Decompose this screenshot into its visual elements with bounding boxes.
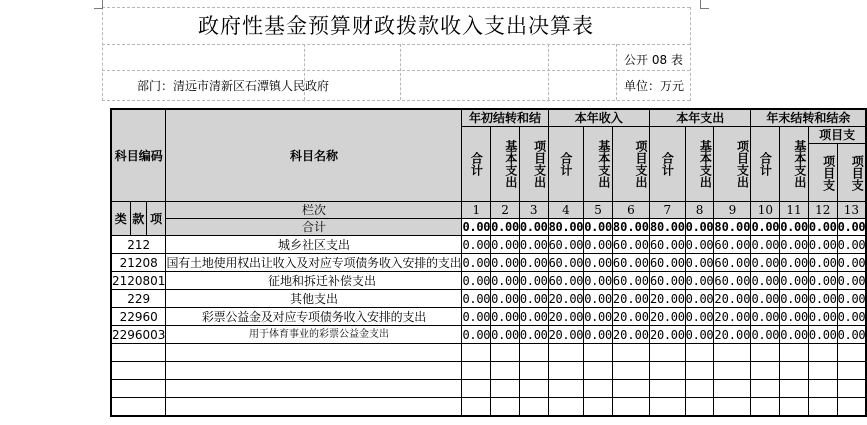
row-cell: 0.00: [780, 291, 808, 306]
header-g1-project: 项目支出: [519, 127, 548, 202]
row-cell: 20.00: [612, 327, 650, 342]
row-cell: 0.00: [751, 255, 780, 270]
row-cell: 0.00: [584, 309, 612, 324]
colnum-cell: 5: [584, 202, 613, 219]
row-cell: 0.00: [751, 237, 780, 252]
row-name: 用于体育事业的彩票公益金支出: [166, 326, 462, 344]
header-g3-basic: 基本支出: [685, 127, 714, 202]
sum-cell: 0.00: [462, 220, 491, 234]
header-g4-basic: 基本支出: [780, 127, 809, 202]
row-cell: 0.00: [584, 273, 612, 288]
row-cell: 60.00: [548, 237, 584, 252]
header-g3-project: 项目支出: [714, 127, 751, 202]
row-cell: 0.00: [519, 237, 548, 252]
row-cell: 0.00: [462, 327, 491, 342]
colnum-cell: 1: [462, 202, 491, 219]
header-g4-project-b: 项目支: [837, 144, 866, 202]
table-row: [111, 326, 866, 344]
row-cell: 60.00: [714, 273, 751, 288]
sum-cell: 80.00: [548, 220, 584, 234]
row-cell: 0.00: [751, 291, 780, 306]
row-name: 国有土地使用权出让收入及对应专项债务收入安排的支出: [166, 255, 462, 270]
row-cell: 0.00: [808, 291, 837, 306]
header-g1-total: 合计: [462, 127, 491, 202]
row-cell: 0.00: [808, 309, 837, 324]
row-cell: 0.00: [808, 255, 837, 270]
sum-cell: 80.00: [612, 220, 650, 234]
row-cell: 60.00: [548, 255, 584, 270]
colnum-label: 栏次: [166, 202, 462, 219]
row-code: 2120801: [112, 273, 166, 288]
sum-cell: 80.00: [714, 220, 751, 234]
table-row: [111, 290, 866, 308]
guide-mid-2: [616, 44, 617, 100]
header-g2-total: 合计: [548, 127, 584, 202]
guide-title-bottom: [102, 44, 690, 45]
sum-cell: 0.00: [685, 220, 714, 234]
row-code: 229: [111, 290, 166, 308]
sum-cell: 0.00: [519, 220, 548, 234]
header-opening-balance: 年初结转和结: [462, 109, 548, 127]
row-cell: 20.00: [714, 327, 751, 342]
row-cell: 0.00: [584, 255, 612, 270]
row-cell: 60.00: [548, 273, 584, 288]
colnum-cell: 13: [837, 202, 866, 219]
row-cell: 0.00: [837, 237, 866, 252]
empty-row: [111, 344, 866, 362]
row-name: 其他支出: [166, 290, 462, 308]
row-code: 212: [111, 236, 166, 254]
sum-cell: 0.00: [837, 220, 866, 234]
row-cell: 0.00: [751, 273, 780, 288]
table-row: [111, 236, 866, 254]
header-kuan: 款: [130, 202, 146, 236]
row-cell: 0.00: [491, 273, 519, 288]
sum-cell: 0.00: [780, 220, 808, 234]
row-code: 2296003: [112, 327, 166, 342]
guide-mid-4: [400, 44, 401, 100]
row-cell: 0.00: [808, 237, 837, 252]
row-cell: 0.00: [780, 237, 808, 252]
header-xiang: 项: [146, 202, 166, 236]
row-cell: 60.00: [612, 255, 650, 270]
row-cell: 0.00: [780, 273, 808, 288]
header-year-expense: 本年支出: [650, 109, 751, 127]
header-g3-total: 合计: [650, 127, 686, 202]
colnum-cell: 2: [491, 202, 520, 219]
table-row: [111, 272, 866, 290]
budget-table: [110, 108, 867, 417]
sum-cell: 0.00: [751, 220, 780, 234]
row-cell: 60.00: [650, 237, 685, 252]
row-cell: 20.00: [714, 291, 751, 306]
sum-label: 合计: [166, 219, 462, 236]
guide-mid-1: [548, 44, 549, 100]
row-name: 城乡社区支出: [166, 236, 462, 254]
row-cell: 60.00: [714, 237, 751, 252]
row-name: 征地和拆迁补偿支出: [166, 272, 462, 290]
sum-cell: 80.00: [650, 220, 685, 234]
row-cell: 0.00: [837, 255, 866, 270]
empty-row: [111, 380, 866, 398]
table-row: [111, 308, 866, 326]
row-cell: 0.00: [837, 327, 866, 342]
row-cell: 0.00: [462, 273, 491, 288]
report-title: 政府性基金预算财政拨款收入支出决算表: [198, 14, 594, 38]
row-cell: 0.00: [780, 309, 808, 324]
row-cell: 60.00: [612, 237, 650, 252]
row-code: 21208: [111, 254, 166, 272]
row-cell: 0.00: [584, 237, 612, 252]
row-cell: 0.00: [751, 309, 780, 324]
row-cell: 20.00: [612, 291, 650, 306]
row-cell: 0.00: [491, 309, 519, 324]
row-cell: 0.00: [491, 255, 519, 270]
row-cell: 20.00: [650, 327, 685, 342]
row-cell: 0.00: [837, 309, 866, 324]
row-cell: 0.00: [462, 255, 491, 270]
empty-row: [111, 398, 866, 416]
header-g2-basic: 基本支出: [584, 127, 613, 202]
colnum-cell: 7: [650, 202, 686, 219]
empty-row: [111, 362, 866, 380]
colnum-cell: 4: [548, 202, 584, 219]
row-cell: 0.00: [519, 291, 548, 306]
colnum-cell: 12: [808, 202, 837, 219]
colnum-cell: 3: [519, 202, 548, 219]
form-number: 公开 08 表: [624, 53, 683, 67]
sum-cell: 0.00: [584, 220, 612, 234]
corner-mark: [700, 0, 709, 9]
row-cell: 20.00: [650, 309, 685, 324]
colnum-cell: 6: [612, 202, 649, 219]
table-row: [111, 254, 866, 272]
row-cell: 60.00: [650, 255, 685, 270]
row-cell: 0.00: [685, 309, 714, 324]
unit-label: 单位：万元: [624, 79, 685, 93]
colnum-cell: 10: [751, 202, 780, 219]
row-cell: 20.00: [548, 327, 584, 342]
header-subject-name: 科目名称: [166, 109, 462, 202]
row-cell: 0.00: [519, 327, 548, 342]
row-cell: 0.00: [780, 255, 808, 270]
row-cell: 0.00: [491, 291, 519, 306]
row-cell: 0.00: [519, 309, 548, 324]
row-cell: 20.00: [650, 291, 685, 306]
guide-dept-bottom: [102, 100, 690, 101]
header-g4-project-group: 项目支: [808, 127, 866, 144]
row-cell: 0.00: [519, 273, 548, 288]
row-cell: 0.00: [780, 327, 808, 342]
row-cell: 0.00: [808, 273, 837, 288]
sum-cell: 0.00: [808, 220, 837, 234]
row-cell: 0.00: [491, 237, 519, 252]
header-g4-project-a: 项目支: [808, 144, 837, 202]
header-lei: 类: [111, 202, 130, 236]
row-cell: 0.00: [808, 327, 837, 342]
row-cell: 20.00: [548, 291, 584, 306]
guide-right: [690, 7, 691, 101]
header-year-income: 本年收入: [548, 109, 649, 127]
row-cell: 20.00: [612, 309, 650, 324]
header-closing-balance: 年末结转和结余: [751, 109, 866, 127]
department-label: 部门：清远市清新区石潭镇人民政府: [137, 79, 330, 93]
row-cell: 0.00: [685, 327, 714, 342]
row-cell: 0.00: [519, 255, 548, 270]
header-subject-code: 科目编码: [111, 109, 166, 202]
row-cell: 0.00: [462, 237, 491, 252]
header-g2-project: 项目支出: [612, 127, 649, 202]
row-cell: 20.00: [714, 309, 751, 324]
row-code: 22960: [111, 308, 166, 326]
row-cell: 0.00: [462, 309, 491, 324]
row-cell: 60.00: [612, 273, 650, 288]
row-name: 彩票公益金及对应专项债务收入安排的支出: [166, 308, 462, 326]
row-cell: 0.00: [685, 291, 714, 306]
row-cell: 0.00: [685, 255, 714, 270]
row-cell: 20.00: [548, 309, 584, 324]
row-cell: 0.00: [837, 273, 866, 288]
row-cell: 0.00: [751, 327, 780, 342]
row-cell: 0.00: [837, 291, 866, 306]
row-cell: 0.00: [584, 291, 612, 306]
header-g4-total: 合计: [751, 127, 780, 202]
row-cell: 0.00: [685, 273, 714, 288]
row-cell: 0.00: [584, 327, 612, 342]
colnum-cell: 9: [714, 202, 751, 219]
colnum-cell: 11: [780, 202, 809, 219]
row-cell: 0.00: [462, 291, 491, 306]
guide-formno-bottom: [102, 70, 690, 71]
sum-cell: 0.00: [491, 220, 519, 234]
row-cell: 60.00: [650, 273, 685, 288]
row-cell: 60.00: [714, 255, 751, 270]
header-g1-basic: 基本支出: [491, 127, 520, 202]
row-cell: 0.00: [491, 327, 519, 342]
row-cell: 0.00: [685, 237, 714, 252]
colnum-cell: 8: [685, 202, 714, 219]
